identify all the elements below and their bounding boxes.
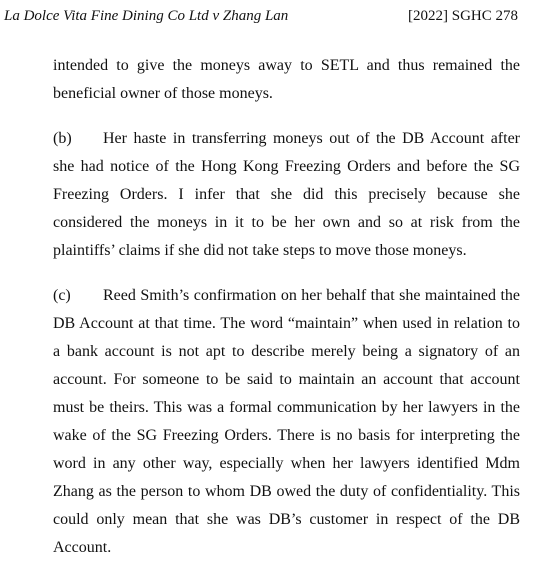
paragraph-label: (b) xyxy=(53,130,72,147)
judgment-body xyxy=(53,52,520,562)
paragraph-b xyxy=(53,125,520,265)
paragraph-text: Reed Smith’s confirmation on her behalf that she maintained the DB Account at that time. The word “maintain” when used in relation to a bank account is not apt to describe merely being a signatory of an account. For someone to be said to maintain an account that account must be theirs. This was a formal communication by her lawyers in the wake of the SG Freezing Orders. There is no basis for interpreting the word in any other way, especially when her lawyers identified Mdm Zhang as the person to whom DB owed the duty of confidentiality. This could only mean that she was DB’s customer in respect of the DB Account. xyxy=(53,287,520,556)
paragraph-label: (c) xyxy=(53,287,71,304)
running-header xyxy=(0,5,554,27)
paragraph-text: intended to give the moneys away to SETL and thus remained the beneficial owner of those moneys. xyxy=(53,57,520,102)
paragraph-c xyxy=(53,282,520,562)
case-name: La Dolce Vita Fine Dining Co Ltd v Zhang Lan xyxy=(4,8,289,24)
paragraph-continuation xyxy=(53,52,520,108)
case-citation: [2022] SGHC 278 xyxy=(407,8,518,24)
paragraph-text: Her haste in transferring moneys out of the DB Account after she had notice of the Hong Kong Freezing Orders and before the SG Freezing Orders. I infer that she did this precisely because she considered the moneys in it to be her own and so at risk from the plaintiffs’ claims if she did not take steps to move those moneys. xyxy=(53,130,520,259)
